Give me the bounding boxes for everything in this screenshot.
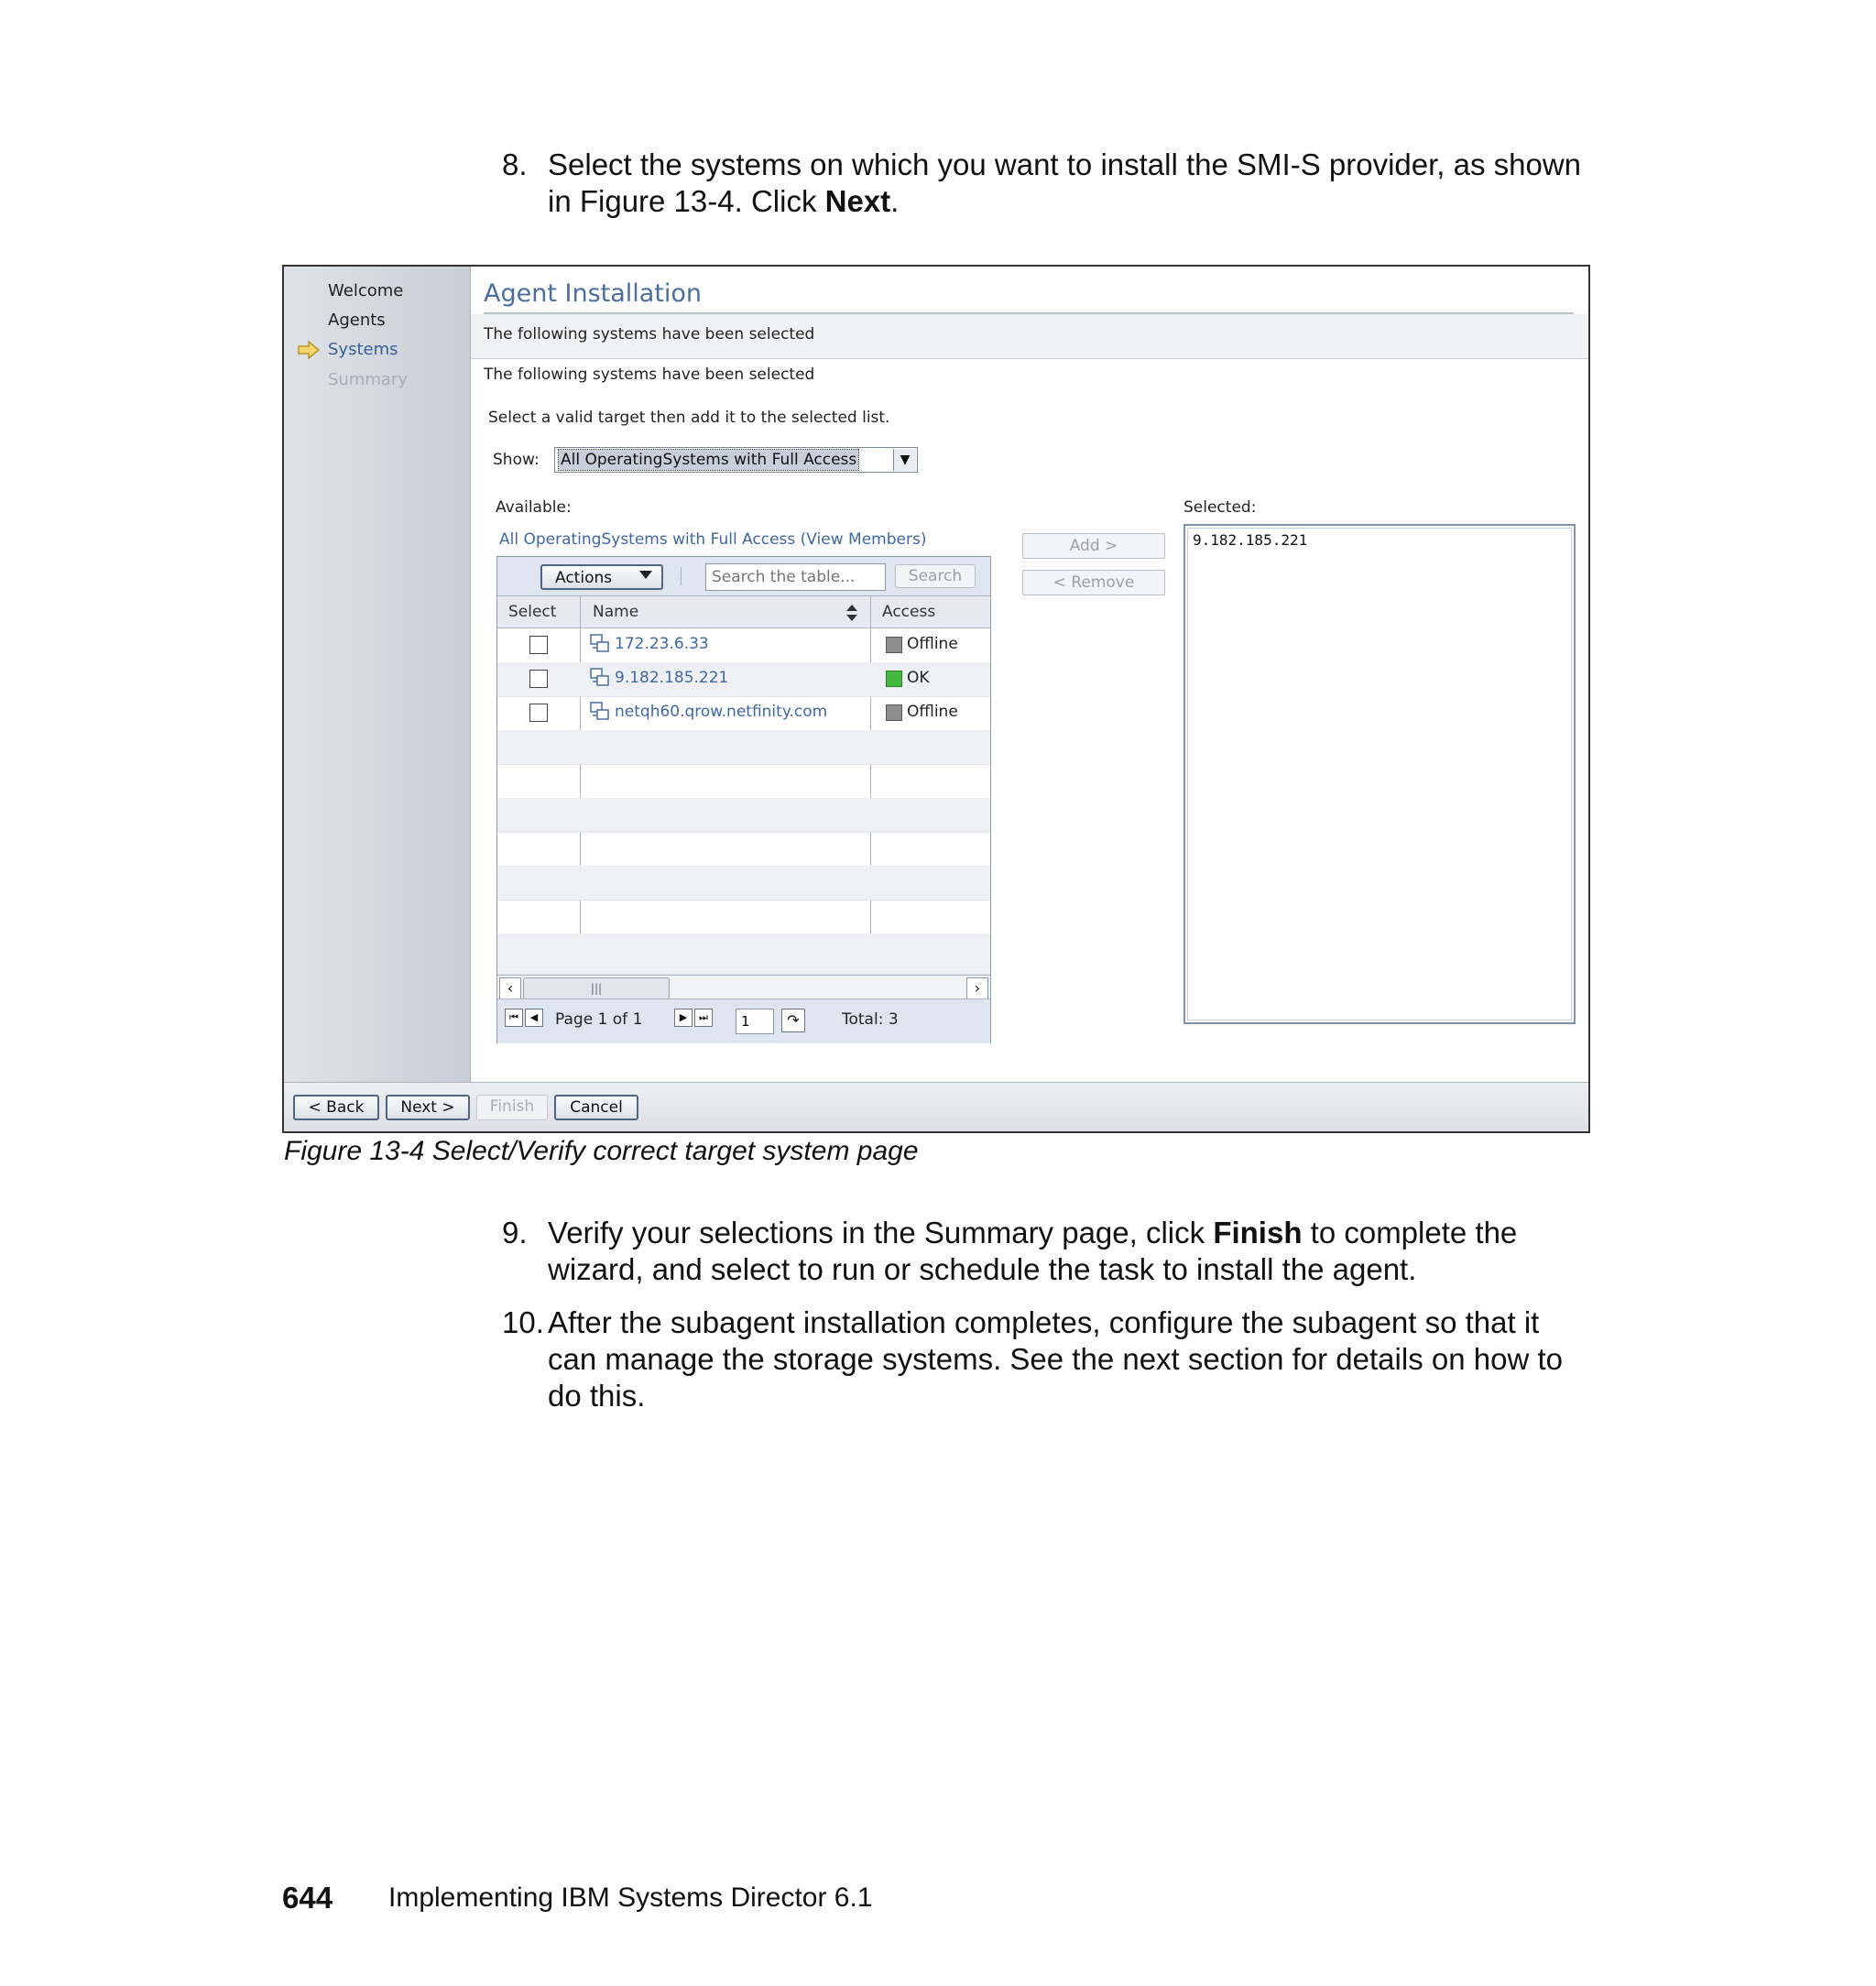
step-bold-term: Finish xyxy=(1213,1216,1303,1249)
table-search-input[interactable] xyxy=(705,563,886,591)
page-number: 644 xyxy=(282,1881,333,1915)
selected-item[interactable]: 9.182.185.221 xyxy=(1193,531,1308,549)
table-row[interactable] xyxy=(497,662,990,697)
step-number: 9. xyxy=(502,1216,528,1249)
empty-row xyxy=(497,933,990,975)
column-header-select: Select xyxy=(508,603,557,621)
step-text: After the subagent installation completes, configure the subagent so that it can manage the storage systems. See the next section for details on how to do this. xyxy=(548,1305,1563,1413)
selected-systems-list[interactable] xyxy=(1183,524,1576,1024)
page-indicator: Page 1 of 1 xyxy=(555,1010,643,1029)
header-band xyxy=(471,314,1588,359)
access-status: OK xyxy=(907,669,930,687)
search-button[interactable]: Search xyxy=(895,564,976,588)
first-page-icon[interactable]: ⏮ xyxy=(505,1009,523,1027)
step-text-part: to complete the wizard, and select to run or schedule the task to install the agent. xyxy=(548,1216,1518,1286)
step-number: 10. xyxy=(502,1305,544,1339)
system-name-link[interactable]: 172.23.6.33 xyxy=(615,635,709,653)
scroll-right-icon[interactable]: › xyxy=(966,977,988,999)
nav-item-systems[interactable]: Systems xyxy=(328,340,398,359)
wizard-nav xyxy=(284,267,471,1082)
remove-button[interactable]: < Remove xyxy=(1022,570,1165,595)
next-page-icon[interactable]: ▶ xyxy=(674,1009,693,1027)
column-header-name[interactable]: Name xyxy=(593,603,639,621)
wizard-content xyxy=(471,267,1588,1082)
show-filter-value: All OperatingSystems with Full Access xyxy=(561,451,857,469)
header-subtitle: The following systems have been selected xyxy=(484,325,815,344)
step-text-part: Verify your selections in the Summary page, click xyxy=(548,1216,1214,1249)
available-systems-table xyxy=(496,556,991,1043)
page-title: Agent Installation xyxy=(484,279,703,308)
table-toolbar xyxy=(497,557,990,596)
horizontal-scrollbar[interactable] xyxy=(497,975,990,999)
next-button[interactable]: Next > xyxy=(386,1095,470,1120)
access-status: Offline xyxy=(907,703,958,721)
offline-status-icon xyxy=(886,704,902,721)
ok-status-icon xyxy=(886,671,902,687)
instruction-text: Select a valid target then add it to the selected list. xyxy=(488,409,890,427)
caret-down-icon xyxy=(639,571,652,579)
step-text xyxy=(548,147,1592,220)
table-row[interactable] xyxy=(497,696,990,731)
table-header xyxy=(497,596,990,628)
actions-menu-button[interactable] xyxy=(540,564,663,590)
step-bold-term: Next xyxy=(824,184,891,218)
step-text xyxy=(548,1215,1592,1288)
os-system-icon xyxy=(590,668,610,688)
system-name-link[interactable]: 9.182.185.221 xyxy=(615,669,729,687)
empty-row xyxy=(497,832,990,867)
book-title: Implementing IBM Systems Director 6.1 xyxy=(388,1882,873,1913)
last-page-icon[interactable]: ⏭ xyxy=(694,1009,713,1027)
prev-page-icon[interactable]: ◀ xyxy=(525,1009,543,1027)
add-button[interactable]: Add > xyxy=(1022,533,1165,559)
empty-row xyxy=(497,764,990,799)
table-pager xyxy=(497,998,990,1043)
total-count: Total: 3 xyxy=(842,1010,899,1029)
sort-icon[interactable] xyxy=(845,604,858,622)
show-label: Show: xyxy=(493,451,540,469)
offline-status-icon xyxy=(886,637,902,653)
row-checkbox[interactable] xyxy=(529,670,548,688)
wizard-button-bar xyxy=(284,1082,1588,1132)
step-text-part: . xyxy=(890,184,900,218)
row-checkbox[interactable] xyxy=(529,704,548,722)
row-checkbox[interactable] xyxy=(529,636,548,654)
access-status: Offline xyxy=(907,635,958,653)
agent-installation-screenshot xyxy=(282,265,1590,1133)
step-text-part: Select the systems on which you want to install the SMI-S provider, as shown in Figure 13-4. Click xyxy=(548,147,1582,218)
arrow-right-icon xyxy=(297,340,321,360)
nav-item-welcome[interactable]: Welcome xyxy=(328,281,404,300)
empty-row xyxy=(497,730,990,765)
empty-row xyxy=(497,900,990,934)
page-number-input[interactable] xyxy=(736,1009,774,1034)
column-header-access: Access xyxy=(882,603,936,621)
empty-row xyxy=(497,866,990,900)
os-system-icon xyxy=(590,634,610,654)
cancel-button[interactable]: Cancel xyxy=(554,1095,638,1120)
back-button[interactable]: < Back xyxy=(293,1095,379,1120)
show-filter-select[interactable] xyxy=(554,447,918,473)
actions-label: Actions xyxy=(555,569,613,587)
nav-item-summary: Summary xyxy=(328,370,408,389)
finish-button: Finish xyxy=(476,1095,548,1120)
scroll-thumb[interactable]: ||| xyxy=(523,977,670,999)
system-name-link[interactable]: netqh60.qrow.netfinity.com xyxy=(615,703,828,721)
body-intro: The following systems have been selected xyxy=(484,366,815,384)
empty-row xyxy=(497,798,990,833)
scroll-left-icon[interactable]: ‹ xyxy=(499,977,521,999)
chevron-down-icon[interactable]: ▼ xyxy=(893,449,916,471)
step-number: 8. xyxy=(502,147,528,181)
os-system-icon xyxy=(590,702,610,722)
nav-item-agents[interactable]: Agents xyxy=(328,311,386,330)
go-to-page-icon[interactable]: ↷ xyxy=(781,1009,805,1032)
view-members-link[interactable]: All OperatingSystems with Full Access (View Members) xyxy=(499,530,927,549)
figure-caption: Figure 13-4 Select/Verify correct target system page xyxy=(284,1136,919,1166)
selected-label: Selected: xyxy=(1183,498,1257,517)
toolbar-divider xyxy=(681,567,682,585)
table-row[interactable] xyxy=(497,628,990,663)
available-label: Available: xyxy=(496,498,572,517)
